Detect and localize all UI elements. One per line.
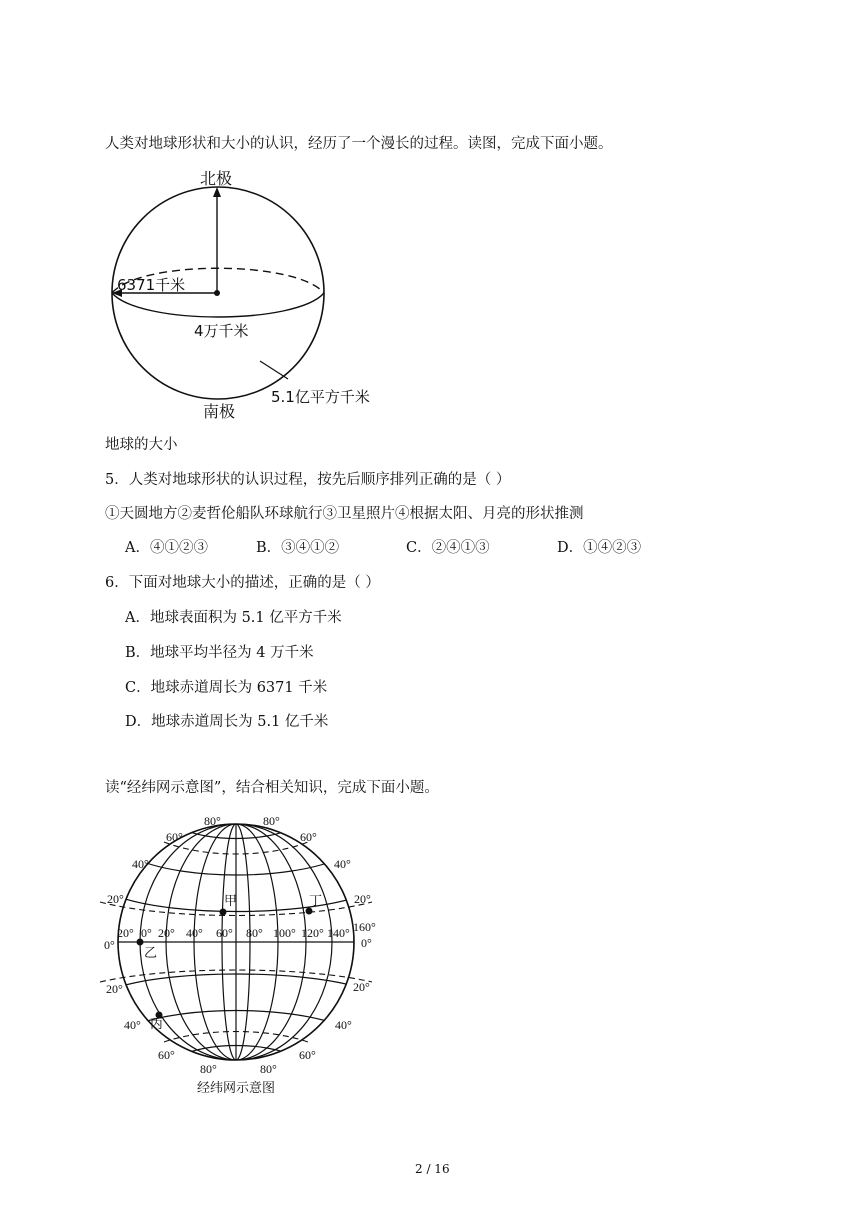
lat-label-0-left: 0°: [104, 938, 115, 952]
question-5-items: ①天圆地方②麦哲伦船队环球航行③卫星照片④根据太阳、月亮的形状推测: [105, 506, 584, 522]
question-6-option-a: A．地球表面积为 5.1 亿平方千米: [125, 610, 342, 626]
lat-label-20-bottom-left: 20°: [106, 982, 123, 996]
lon-label: 20°: [117, 926, 134, 940]
lat-label-20-top-right: 20°: [354, 892, 371, 906]
question-6-stem: 6．下面对地球大小的描述，正确的是（ ）: [105, 575, 380, 591]
lat-label-0-right: 0°: [361, 936, 372, 950]
question-5-option-a: A．④①②③: [125, 540, 208, 556]
figure-caption-2: 经纬网示意图: [197, 1081, 276, 1096]
figure-caption-1: 地球的大小: [105, 437, 178, 453]
point-bing-label: 丙: [150, 1017, 164, 1032]
question-5-option-d: D．①④②③: [557, 540, 642, 556]
radius-label: 6371千米: [117, 276, 186, 294]
north-pole-label: 北极: [200, 169, 233, 188]
area-label: 5.1亿平方千米: [271, 388, 370, 406]
question-6-option-d: D．地球赤道周长为 5.1 亿千米: [125, 714, 329, 730]
lon-label: 0°: [141, 926, 152, 940]
lat-label-80-top-right: 80°: [263, 814, 280, 828]
lat-label-80-bottom-right: 80°: [260, 1062, 277, 1076]
lat-label-80-top-left: 80°: [204, 814, 221, 828]
lat-label-60-bottom-right: 60°: [299, 1048, 316, 1062]
lon-label: 80°: [246, 926, 263, 940]
earth-size-diagram: [100, 165, 400, 425]
lon-label: 140°: [327, 926, 350, 940]
circumference-label: 4万千米: [194, 322, 249, 340]
point-yi-label: 乙: [144, 946, 158, 961]
point-ding-label: 丁: [309, 894, 323, 909]
lat-label-80-bottom-left: 80°: [200, 1062, 217, 1076]
page-number: 2 / 16: [415, 1162, 450, 1176]
lon-label: 160°: [353, 920, 376, 934]
south-pole-label: 南极: [203, 402, 236, 421]
question-5-option-c: C．②④①③: [406, 540, 490, 556]
question-6-option-c: C．地球赤道周长为 6371 千米: [125, 680, 328, 696]
lat-label-20-top-left: 20°: [107, 892, 124, 906]
lat-label-20-bottom-right: 20°: [353, 980, 370, 994]
point-jia-label: 甲: [224, 894, 238, 909]
lat-label-60-bottom-left: 60°: [158, 1048, 175, 1062]
lat-label-40-top-left: 40°: [132, 857, 149, 871]
intro-text-1: 人类对地球形状和大小的认识，经历了一个漫长的过程。读图，完成下面小题。: [105, 136, 613, 152]
lat-label-60-top-right: 60°: [300, 830, 317, 844]
lon-label: 60°: [216, 926, 233, 940]
question-5-stem: 5．人类对地球形状的认识过程，按先后顺序排列正确的是（ ）: [105, 472, 511, 488]
lat-label-40-top-right: 40°: [334, 857, 351, 871]
intro-text-2: 读“经纬网示意图”，结合相关知识，完成下面小题。: [105, 780, 439, 796]
lat-label-40-bottom-right: 40°: [335, 1018, 352, 1032]
lon-label: 20°: [158, 926, 175, 940]
lon-label: 100°: [273, 926, 296, 940]
lon-label: 120°: [301, 926, 324, 940]
lat-label-60-top-left: 60°: [166, 830, 183, 844]
lon-label: 40°: [186, 926, 203, 940]
question-5-option-b: B．③④①②: [256, 540, 340, 556]
question-6-option-b: B．地球平均半径为 4 万千米: [125, 645, 314, 661]
lat-label-40-bottom-left: 40°: [124, 1018, 141, 1032]
